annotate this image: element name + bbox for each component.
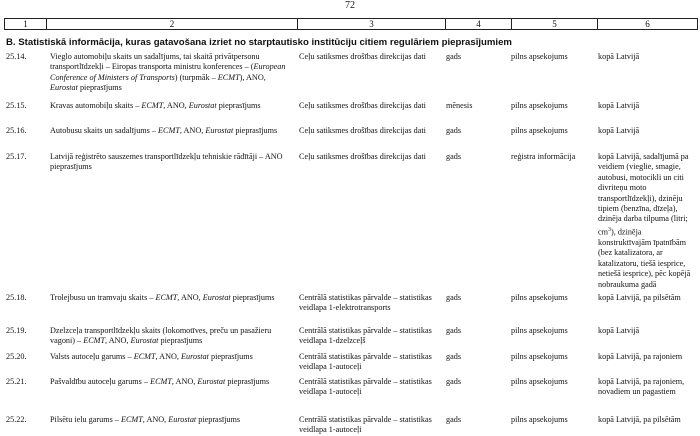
row-coverage: pilns apsekojums [511, 415, 568, 424]
description-fragment: Eurostat [181, 352, 209, 361]
row-coverage: pilns apsekojums [511, 52, 568, 61]
row-description [50, 293, 290, 303]
column-number: 1 [5, 19, 47, 29]
description-fragment: pieprasījums [196, 415, 241, 424]
description-fragment: pieprasījums [216, 101, 261, 110]
column-number: 4 [446, 19, 512, 29]
row-number: 25.22. [6, 415, 27, 424]
description-fragment: pieprasījums [225, 377, 270, 386]
row-periodicity: gads [446, 152, 462, 161]
description-fragment: , ANO, [142, 415, 169, 424]
description-fragment: Latvijā reģistrēto sauszemes transportlīdzekļu tehniskie rādītāji – ANO pieprasījums [50, 152, 283, 172]
description-fragment: ECMT [158, 126, 180, 135]
description-fragment: ) (turpmāk – [174, 72, 218, 82]
description-fragment: Valsts autoceļu garums – [50, 352, 134, 361]
row-description [50, 415, 290, 425]
description-fragment: Trolejbusu un tramvaju skaits – [50, 293, 156, 302]
row-data-source: Ceļu satiksmes drošības direkcijas dati [299, 126, 426, 135]
row-disaggregation: kopā Latvijā [598, 126, 640, 135]
description-fragment: ECMT [133, 352, 156, 361]
row-data-source: Centrālā statistikas pārvalde – statistikas veidlapa 1-elektrotransports [299, 293, 432, 313]
row-periodicity: gads [446, 126, 462, 135]
row-description [50, 377, 290, 387]
description-fragment: Pilsētu ielu garums – [50, 415, 121, 424]
row-coverage: pilns apsekojums [511, 326, 568, 335]
row-periodicity: gads [446, 415, 462, 424]
row-description [50, 352, 290, 362]
description-fragment: Eurostat [130, 336, 159, 346]
description-fragment: pieprasījums [233, 126, 278, 135]
row-disaggregation: kopā Latvijā, pa rajoniem [598, 352, 683, 361]
description-fragment: ECMT [120, 415, 143, 424]
description-fragment: , ANO, [179, 126, 206, 135]
row-disaggregation: kopā Latvijā, pa rajoniem, novadiem un pagastiem [598, 377, 685, 397]
row-periodicity: gads [446, 52, 462, 61]
row-description [50, 152, 290, 173]
row-data-source: Centrālā statistikas pārvalde – statistikas veidlapa 1-autoceļi [299, 352, 432, 372]
row-periodicity: gads [446, 377, 462, 386]
row-disaggregation: kopā Latvijā, sadalījumā pa veidiem (vieglie, smagie, autobusi, motocikli un citi divriteņu moto transportlīdzekļi), dzinēju tipiem (benzīna, dīzeļa), dzinēja darba tilpuma (litri; $cm^3$), dzinēja konstruktīvajām īpatnībām (bez katalizatora, ar katalizatoru, tiešā iesprice, netiešā iesprice), pēc kopējā nobraukuma gadā [598, 152, 691, 289]
description-fragment: pieprasījums [208, 352, 253, 361]
row-number: 25.17. [6, 152, 27, 161]
description-fragment: ECMT [217, 72, 240, 82]
row-coverage: pilns apsekojums [511, 377, 568, 386]
description-fragment: , ANO, [171, 377, 198, 386]
description-fragment: Dzelzceļa transportlīdzekļu skaits (lokomotīves, preču un pasažieru vagoni) – [50, 326, 272, 346]
description-fragment: Eurostat [202, 293, 231, 302]
description-fragment: ECMT [150, 377, 172, 386]
row-periodicity: gads [446, 352, 462, 361]
row-disaggregation: kopā Latvijā [598, 101, 640, 110]
description-fragment: Eurostat [50, 83, 78, 93]
column-number-header [4, 18, 698, 30]
description-fragment: Pašvaldību autoceļu garums – [50, 377, 151, 386]
section-title: B. Statistiskā informācija, kuras gatavošana izriet no starptautisko institūciju citiem regulāriem pieprasījumiem [6, 37, 512, 48]
row-coverage: pilns apsekojums [511, 352, 568, 361]
page-number: 72 [345, 0, 355, 11]
row-disaggregation: kopā Latvijā, pa pilsētām [598, 293, 681, 302]
row-coverage: reģistra informācija [511, 152, 576, 161]
row-disaggregation: kopā Latvijā, pa pilsētām [598, 415, 681, 424]
description-fragment: ECMT [155, 293, 178, 302]
description-fragment: Eurostat [205, 126, 234, 135]
row-data-source: Centrālā statistikas pārvalde – statistikas veidlapa 1-dzelzceļš [299, 326, 432, 346]
description-fragment: Vieglo automobiļu skaits un sadalījums, tai skaitā privātpersonu transportlīdzekļi – Eiropas transporta ministru konferences – ( [50, 52, 260, 72]
column-number: 5 [512, 19, 598, 29]
description-fragment: , ANO, [177, 293, 203, 302]
description-fragment: Kravas automobiļu skaits – [50, 101, 142, 110]
row-number: 25.20. [6, 352, 27, 361]
description-fragment: pieprasījums [158, 336, 203, 346]
row-data-source: Ceļu satiksmes drošības direkcijas dati [299, 152, 426, 161]
column-number: 3 [298, 19, 446, 29]
description-fragment: pieprasījums [230, 293, 275, 302]
row-coverage: pilns apsekojums [511, 101, 568, 110]
description-fragment: ECMT [83, 336, 106, 346]
description-fragment: ECMT [141, 101, 164, 110]
description-fragment: European Conference of Ministers of Transports [50, 62, 286, 82]
row-periodicity: mēnesis [446, 101, 473, 110]
row-description [50, 52, 290, 94]
description-fragment: ), ANO, [239, 72, 266, 82]
row-coverage: pilns apsekojums [511, 126, 568, 135]
row-number: 25.19. [6, 326, 27, 335]
description-fragment: , ANO, [163, 101, 189, 110]
description-fragment: Eurostat [197, 377, 226, 386]
row-description [50, 101, 290, 111]
row-number: 25.15. [6, 101, 27, 110]
column-number: 6 [645, 19, 650, 29]
column-number: 2 [47, 19, 298, 29]
row-data-source: Ceļu satiksmes drošības direkcijas dati [299, 52, 426, 61]
row-description [50, 326, 290, 347]
row-data-source: Ceļu satiksmes drošības direkcijas dati [299, 101, 426, 110]
description-fragment: Eurostat [188, 101, 217, 110]
description-fragment: pieprasījums [77, 83, 122, 93]
row-number: 25.14. [6, 52, 27, 61]
description-fragment: Eurostat [168, 415, 197, 424]
row-data-source: Centrālā statistikas pārvalde – statistikas veidlapa 1-autoceļi [299, 377, 432, 397]
row-number: 25.21. [6, 377, 27, 386]
description-fragment: Autobusu skaits un sadalījums – [50, 126, 159, 135]
row-number: 25.16. [6, 126, 27, 135]
row-periodicity: gads [446, 293, 462, 302]
row-disaggregation: kopā Latvijā [598, 326, 640, 335]
row-data-source: Centrālā statistikas pārvalde – statistikas veidlapa 1-autoceļi [299, 415, 432, 435]
row-number: 25.18. [6, 293, 27, 302]
description-fragment: , ANO, [105, 336, 131, 346]
row-periodicity: gads [446, 326, 462, 335]
row-description [50, 126, 290, 136]
row-coverage: pilns apsekojums [511, 293, 568, 302]
row-disaggregation: kopā Latvijā [598, 52, 640, 61]
description-fragment: , ANO, [155, 352, 182, 361]
